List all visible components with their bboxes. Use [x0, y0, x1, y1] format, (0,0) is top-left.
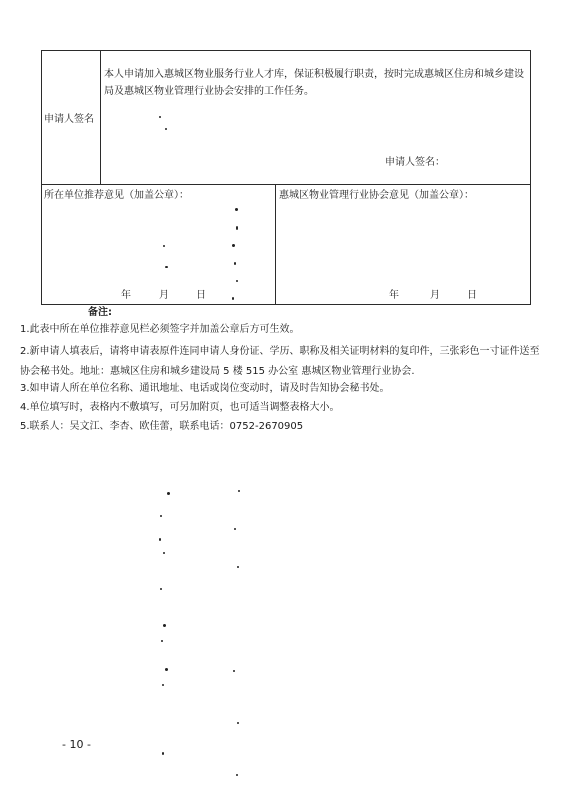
table-border-bottom: [41, 304, 531, 305]
scan-speck: [237, 722, 239, 724]
scan-speck: [162, 684, 164, 686]
scan-speck: [163, 552, 165, 554]
scan-speck: [165, 128, 167, 130]
applicant-statement: 本人申请加入惠城区物业服务行业人才库，保证积极履行职责，按时完成惠城区住房和城乡建设局及惠城区物业管理行业协会安排的工作任务。: [104, 69, 524, 97]
scan-speck: [233, 670, 235, 672]
table-divider-label: [100, 50, 101, 184]
notes-heading: 备注:: [88, 307, 112, 318]
unit-date-month: 月: [159, 290, 169, 301]
note-item-4: 4.单位填写时，表格内不敷填写，可另加附页，也可适当调整表格大小。: [20, 402, 340, 413]
scan-speck: [165, 266, 168, 268]
scan-speck: [232, 297, 234, 300]
scan-speck: [237, 566, 239, 568]
scan-speck: [236, 226, 238, 230]
association-date-day: 日: [467, 290, 477, 301]
scan-speck: [159, 538, 161, 541]
association-date-month: 月: [430, 290, 440, 301]
scan-speck: [234, 528, 236, 530]
scan-speck: [238, 490, 240, 492]
table-divider-middle: [275, 184, 276, 305]
table-border-right: [530, 50, 531, 305]
page-number: - 10 -: [62, 738, 91, 751]
scan-speck: [162, 752, 164, 755]
note-item-3: 3.如申请人所在单位名称、通讯地址、电话或岗位变动时，请及时告知协会秘书处。: [20, 383, 390, 394]
unit-date-day: 日: [196, 290, 206, 301]
table-row-divider: [41, 184, 531, 185]
table-border-top: [41, 50, 531, 51]
scan-speck: [161, 640, 163, 642]
scan-speck: [235, 208, 238, 211]
unit-recommendation-title: 所在单位推荐意见（加盖公章）：: [44, 190, 189, 201]
scan-speck: [167, 492, 170, 495]
applicant-signature-label: 申请人签名: [44, 114, 94, 125]
scan-speck: [160, 515, 162, 517]
association-date-year: 年: [389, 290, 399, 301]
scan-speck: [165, 668, 168, 671]
scan-speck: [236, 280, 238, 282]
note-item-2: 2.新申请人填表后，请将申请表原件连同申请人身份证、学历、职称及相关证明材料的复印件，三张彩色一寸证件送至协会秘书处。地址：惠城区住房和城乡建设局 5 楼 515 办公室 惠城区物业管理行业协会.: [20, 346, 540, 377]
association-opinion-title: 惠城区物业管理行业协会意见（加盖公章）：: [279, 190, 474, 201]
scan-speck: [236, 774, 238, 776]
scan-speck: [234, 262, 236, 265]
note-item-5: 5.联系人：吴文江、李杏、欧佳蕾，联系电话：0752-2670905: [20, 421, 304, 432]
table-border-left: [41, 50, 42, 305]
scan-speck: [232, 244, 235, 247]
unit-date-year: 年: [121, 290, 131, 301]
scan-speck: [160, 588, 162, 590]
scan-speck: [163, 624, 166, 627]
applicant-signature-field-label: 申请人签名：: [385, 157, 445, 168]
note-item-1: 1.此表中所在单位推荐意见栏必须签字并加盖公章后方可生效。: [20, 324, 300, 335]
scan-speck: [159, 116, 161, 118]
scan-speck: [163, 245, 165, 247]
